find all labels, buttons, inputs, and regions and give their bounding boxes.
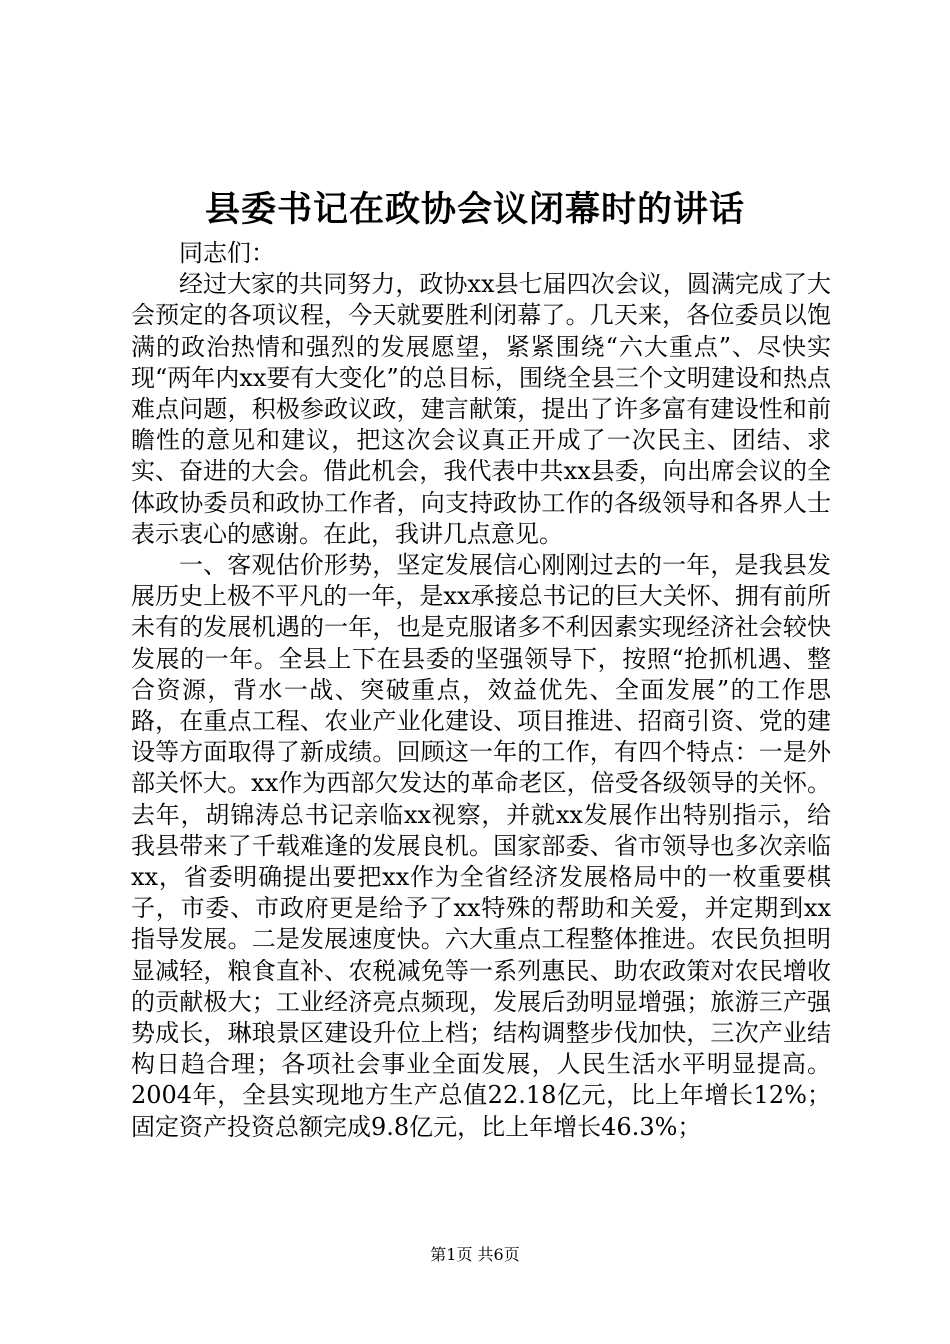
page-number-footer: 第1页 共6页 <box>430 1245 520 1264</box>
paragraph-opening: 经过大家的共同努力，政协xx县七届四次会议，圆满完成了大会预定的各项议程，今天就要胜利闭幕了。几天来，各位委员以饱满的政治热情和强烈的发展愿望，紧紧围绕“六大重点”、尽快实现“两年内xx要有大变化”的总目标，围绕全县三个文明建设和热点难点问题，积极参政议政，建言献策，提出了许多富有建设性和前瞻性的意见和建议，把这次会议真正开成了一次民主、团结、求实、奋进的大会。借此机会，我代表中共xx县委，向出席会议的全体政协委员和政协工作者，向支持政协工作的各级领导和各界人士表示衷心的感谢。在此，我讲几点意见。 <box>131 270 831 548</box>
paragraph-section-one: 一、客观估价形势，坚定发展信心刚刚过去的一年，是我县发展历史上极不平凡的一年，是xx承接总书记的巨大关怀、拥有前所未有的发展机遇的一年，也是克服诸多不利因素实现经济社会较快发展的一年。全县上下在县委的坚强领导下，按照“抢抓机遇、整合资源，背水一战、突破重点，效益优先、全面发展”的工作思路，在重点工程、农业产业化建设、项目推进、招商引资、党的建设等方面取得了新成绩。回顾这一年的工作，有四个特点：一是外部关怀大。xx作为西部欠发达的革命老区，倍受各级领导的关怀。去年，胡锦涛总书记亲临xx视察，并就xx发展作出特别指示，给我县带来了千载难逢的发展良机。国家部委、省市领导也多次亲临xx，省委明确提出要把xx作为全省经济发展格局中的一枚重要棋子，市委、市政府更是给予了xx特殊的帮助和关爱，并定期到xx指导发展。二是发展速度快。六大重点工程整体推进。农民负担明显减轻，粮食直补、农税减免等一系列惠民、助农政策对农民增收的贡献极大；工业经济亮点频现，发展后劲明显增强；旅游三产强势成长，琳琅景区建设升位上档；结构调整步伐加快，三次产业结构日趋合理；各项社会事业全面发展，人民生活水平明显提高。2004年，全县实现地方生产总值22.18亿元，比上年增长12%；固定资产投资总额完成9.8亿元，比上年增长46.3%； <box>131 551 831 1141</box>
page-title: 县委书记在政协会议闭幕时的讲话 <box>204 189 745 230</box>
document-body <box>131 238 831 1143</box>
salutation: 同志们： <box>179 239 275 267</box>
